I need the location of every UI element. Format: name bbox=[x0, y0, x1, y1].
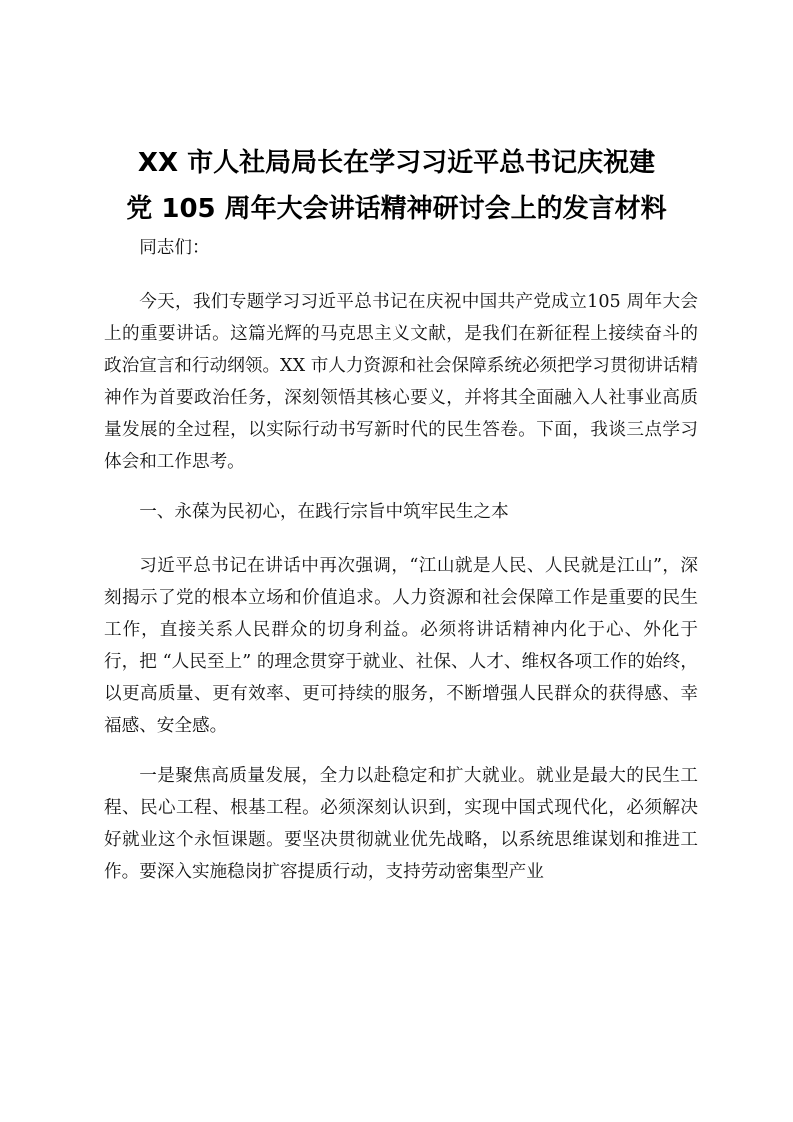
body-paragraph: 习近平总书记在讲话中再次强调，“江山就是人民、人民就是江山”，深刻揭示了党的根本立场和价值追求。人力资源和社会保障工作是重要的民生工作，直接关系人民群众的切身利益。必须将讲话精神内化于心、外化于行，把 “人民至上” 的理念贯穿于就业、社保、人才、维权各项工作的始终，以更高质量、更有效率、更可持续的服务，不断增强人民群众的获得感、幸福感、安全感。 bbox=[104, 556, 698, 736]
intro-paragraph: 今天，我们专题学习习近平总书记在庆祝中国共产党成立105 周年大会上的重要讲话。这篇光辉的马克思主义文献，是我们在新征程上接续奋斗的政治宣言和行动纲领。XX 市人力资源和社会保障系统必须把学习贯彻讲话精神作为首要政治任务，深刻领悟其核心要义，并将其全面融入人社事业高质量发展的全过程，以实际行动书写新时代的民生答卷。下面，我谈三点学习体会和工作思考。 bbox=[104, 292, 698, 472]
section-heading-1: 一、永葆为民初心，在践行宗旨中筑牢民生之本 bbox=[139, 502, 509, 522]
title-line-2: 党 105 周年大会讲话精神研讨会上的发言材料 bbox=[126, 194, 667, 224]
body-paragraph: 一是聚焦高质量发展，全力以赴稳定和扩大就业。就业是最大的民生工程、民心工程、根基工程。必须深刻认识到，实现中国式现代化，必须解决好就业这个永恒课题。要坚决贯彻就业优先战略，以系统思维谋划和推进工作。要深入实施稳岗扩容提质行动，支持劳动密集型产业 bbox=[104, 766, 698, 882]
document-title bbox=[90, 140, 703, 232]
salutation: 同志们： bbox=[139, 238, 210, 258]
title-line-1: XX 市人社局局长在学习习近平总书记庆祝建 bbox=[137, 148, 656, 178]
document-body bbox=[104, 232, 698, 906]
